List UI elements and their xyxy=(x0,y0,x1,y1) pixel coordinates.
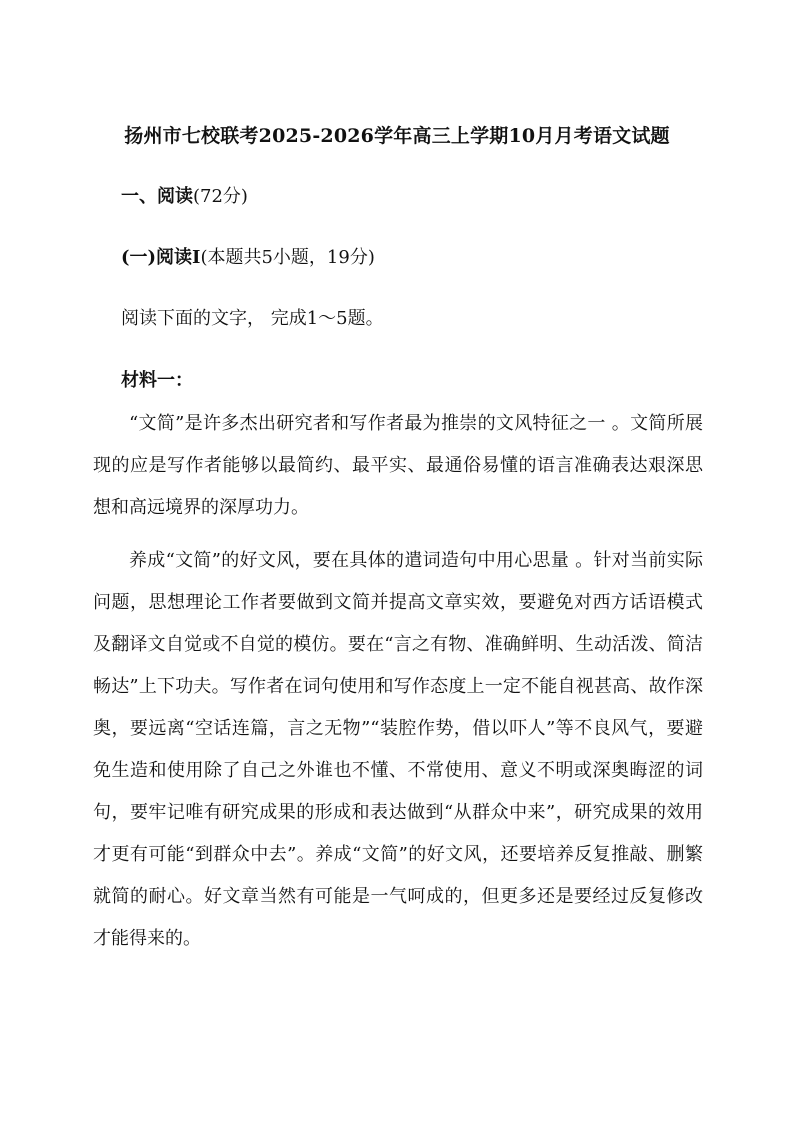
page-title: 扬州市七校联考2025-2026学年高三上学期10月月考语文试题 xyxy=(124,125,670,147)
paragraph-2: 养成“文简”的好文风，要在具体的遣词造句中用心思量 。针对当前实际问题，思想理论工作者要做到文简并提高文章实效，要避免对西方话语模式及翻译文自觉或不自觉的模仿。要在“言之有物、准确鲜明、生动活泼、简洁畅达”上下功夫。写作者在词句使用和写作态度上一定不能自视甚高、故作深奥，要远离“空话连篇，言之无物”“装腔作势，借以吓人”等不良风气，要避免生造和使用除了自己之外谁也不懂、不常使用、意义不明或深奥晦涩的词句，要牢记唯有研究成果的形成和表达做到“从群众中来”，研究成果的效用才更有可能“到群众中去”。养成“文简”的好文风，还要培养反复推敲、删繁就简的耐心。好文章当然有可能是一气呵成的，但更多还是要经过反复修改才能得来的。 xyxy=(93,550,703,949)
paragraph-1: “文简”是许多杰出研究者和写作者最为推崇的文风特征之一 。文简所展现的应是写作者能够以最简约、最平实、最通俗易懂的语言准确表达艰深思想和高远境界的深厚功力。 xyxy=(93,413,703,518)
section-label: 一、阅读 xyxy=(121,186,193,207)
part-note: (本题共5小题，19分) xyxy=(200,247,375,268)
part-label: (一)阅读Ⅰ xyxy=(121,247,201,268)
material-label: 材料一： xyxy=(121,370,193,391)
reading-instruction: 阅读下面的文字， 完成1～5题。 xyxy=(121,308,384,329)
part-heading xyxy=(121,243,375,269)
section-points: (72分) xyxy=(193,186,248,207)
section-heading xyxy=(121,182,248,208)
